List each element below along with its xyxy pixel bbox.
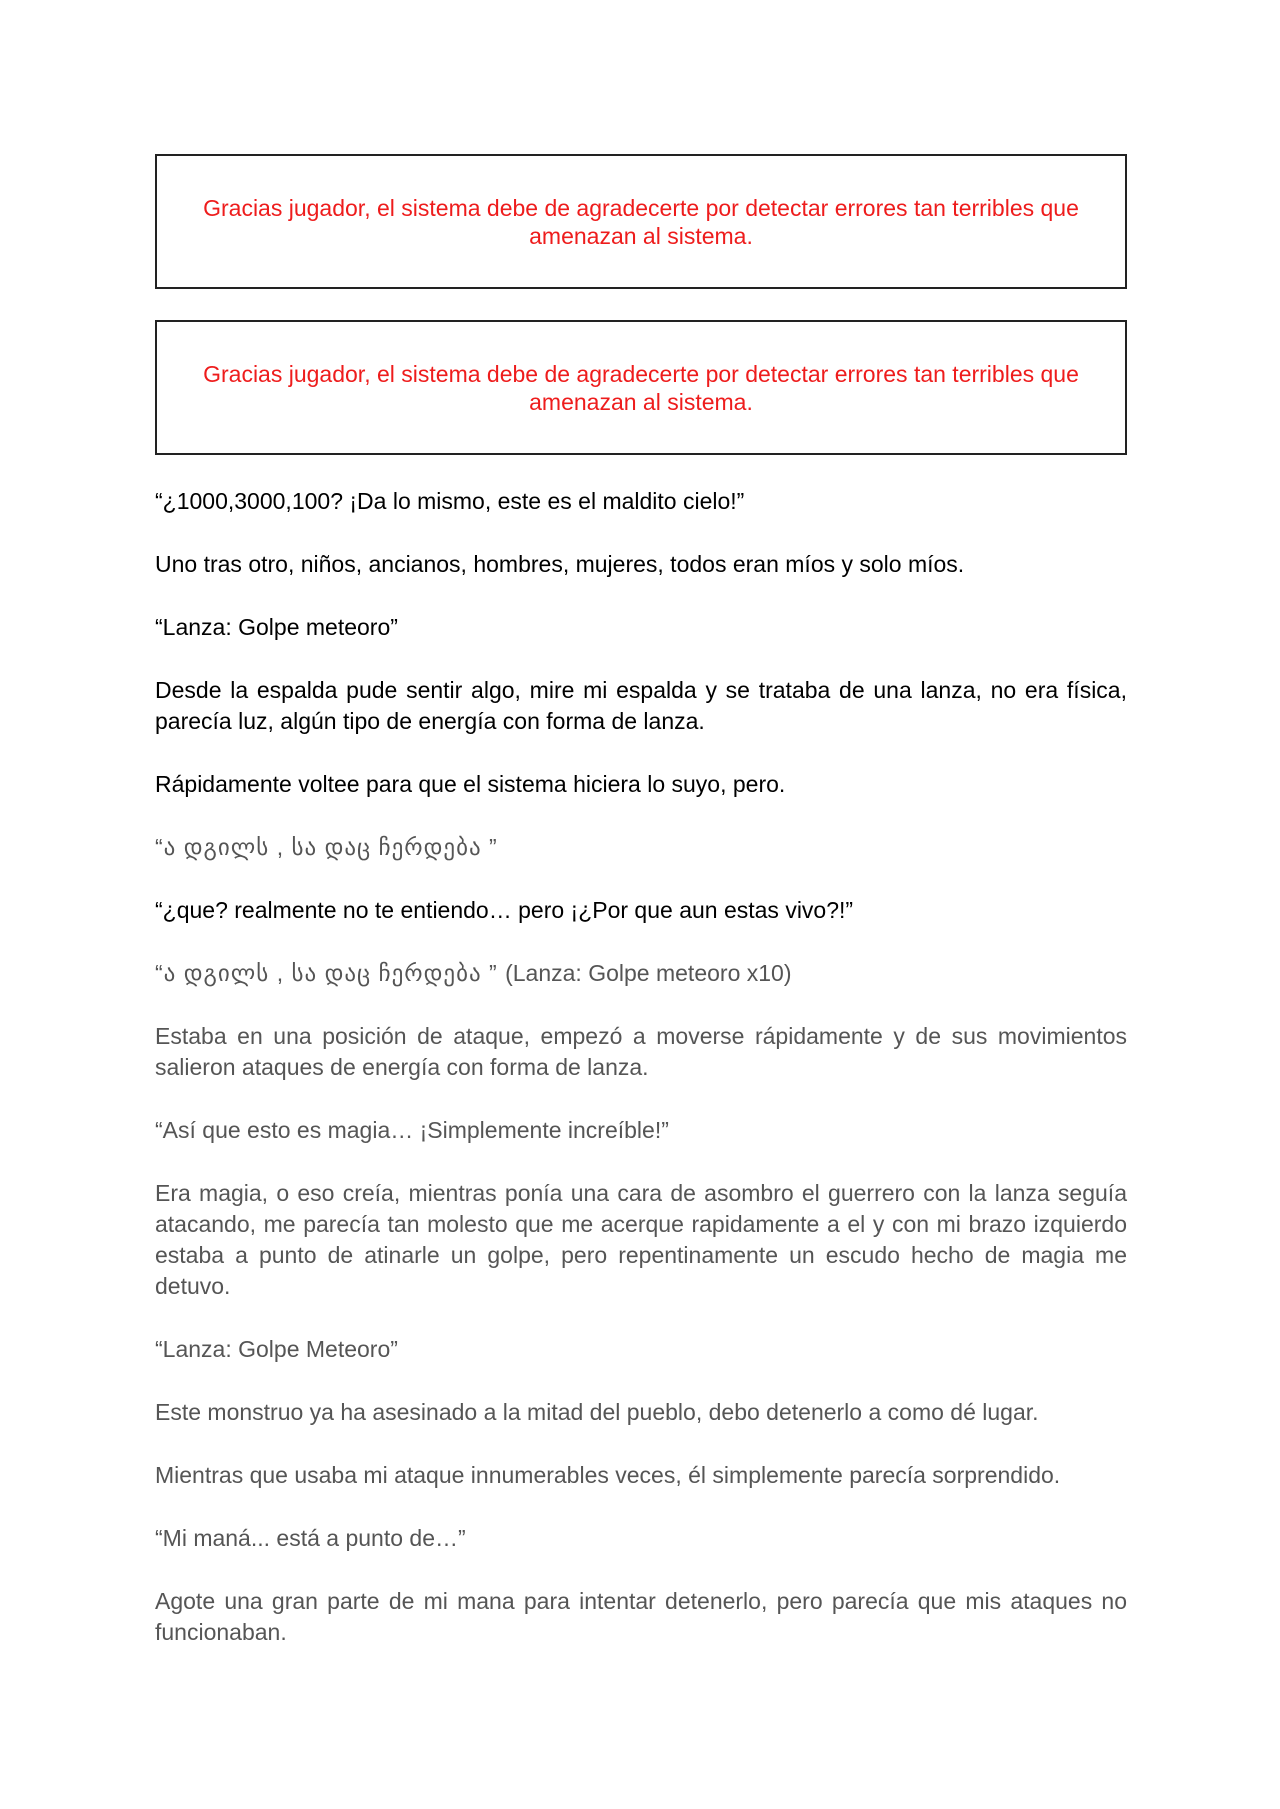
system-message-text: Gracias jugador, el sistema debe de agradecerte por detectar errores tan terribles que amenazan al sistema. <box>203 360 1079 415</box>
dialogue-paragraph: “Lanza: Golpe meteoro” <box>155 614 398 640</box>
foreign-script-text: “ა დგილს , სა დაც ჩერდება ” <box>155 960 498 986</box>
foreign-script-dialogue: “ა დგილს , სა დაც ჩერდება ” <box>155 834 498 860</box>
narration-paragraph: Rápidamente voltee para que el sistema hiciera lo suyo, pero. <box>155 771 786 797</box>
narration-paragraph: Agote una gran parte de mi mana para intentar detenerlo, pero parecía que mis ataques no funcionaban. <box>155 1588 1127 1645</box>
narration-paragraph: Uno tras otro, niños, ancianos, hombres, mujeres, todos eran míos y solo míos. <box>155 551 965 577</box>
system-message-text: Gracias jugador, el sistema debe de agradecerte por detectar errores tan terribles que amenazan al sistema. <box>203 194 1079 249</box>
dialogue-paragraph: “¿1000,3000,100? ¡Da lo mismo, este es el maldito cielo!” <box>155 488 745 514</box>
dialogue-paragraph: “Así que esto es magia… ¡Simplemente increíble!” <box>155 1117 669 1143</box>
document-page <box>155 154 1127 1680</box>
dialogue-paragraph: “¿que? realmente no te entiendo… pero ¡¿Por que aun estas vivo?!” <box>155 897 854 923</box>
narration-paragraph: Desde la espalda pude sentir algo, mire mi espalda y se trataba de una lanza, no era física, parecía luz, algún tipo de energía con forma de lanza. <box>155 677 1127 734</box>
system-message-box <box>155 154 1127 289</box>
narration-paragraph: Mientras que usaba mi ataque innumerables veces, él simplemente parecía sorprendido. <box>155 1462 1061 1488</box>
narration-paragraph: Era magia, o eso creía, mientras ponía una cara de asombro el guerrero con la lanza seguía atacando, me parecía tan molesto que me acerque rapidamente a el y con mi brazo izquierdo estaba a punto de atinarle un golpe, pero repentinamente un escudo hecho de magia me detuvo. <box>155 1180 1127 1299</box>
system-message-box <box>155 320 1127 455</box>
dialogue-paragraph: “Mi maná... está a punto de…” <box>155 1525 466 1551</box>
narration-paragraph: Estaba en una posición de ataque, empezó a moverse rápidamente y de sus movimientos salieron ataques de energía con forma de lanza. <box>155 1023 1127 1080</box>
foreign-script-dialogue-with-translation <box>155 958 1127 989</box>
translation-text: (Lanza: Golpe meteoro x10) <box>505 960 792 986</box>
narration-paragraph: Este monstruo ya ha asesinado a la mitad del pueblo, debo detenerlo a como dé lugar. <box>155 1399 1039 1425</box>
dialogue-paragraph: “Lanza: Golpe Meteoro” <box>155 1336 398 1362</box>
